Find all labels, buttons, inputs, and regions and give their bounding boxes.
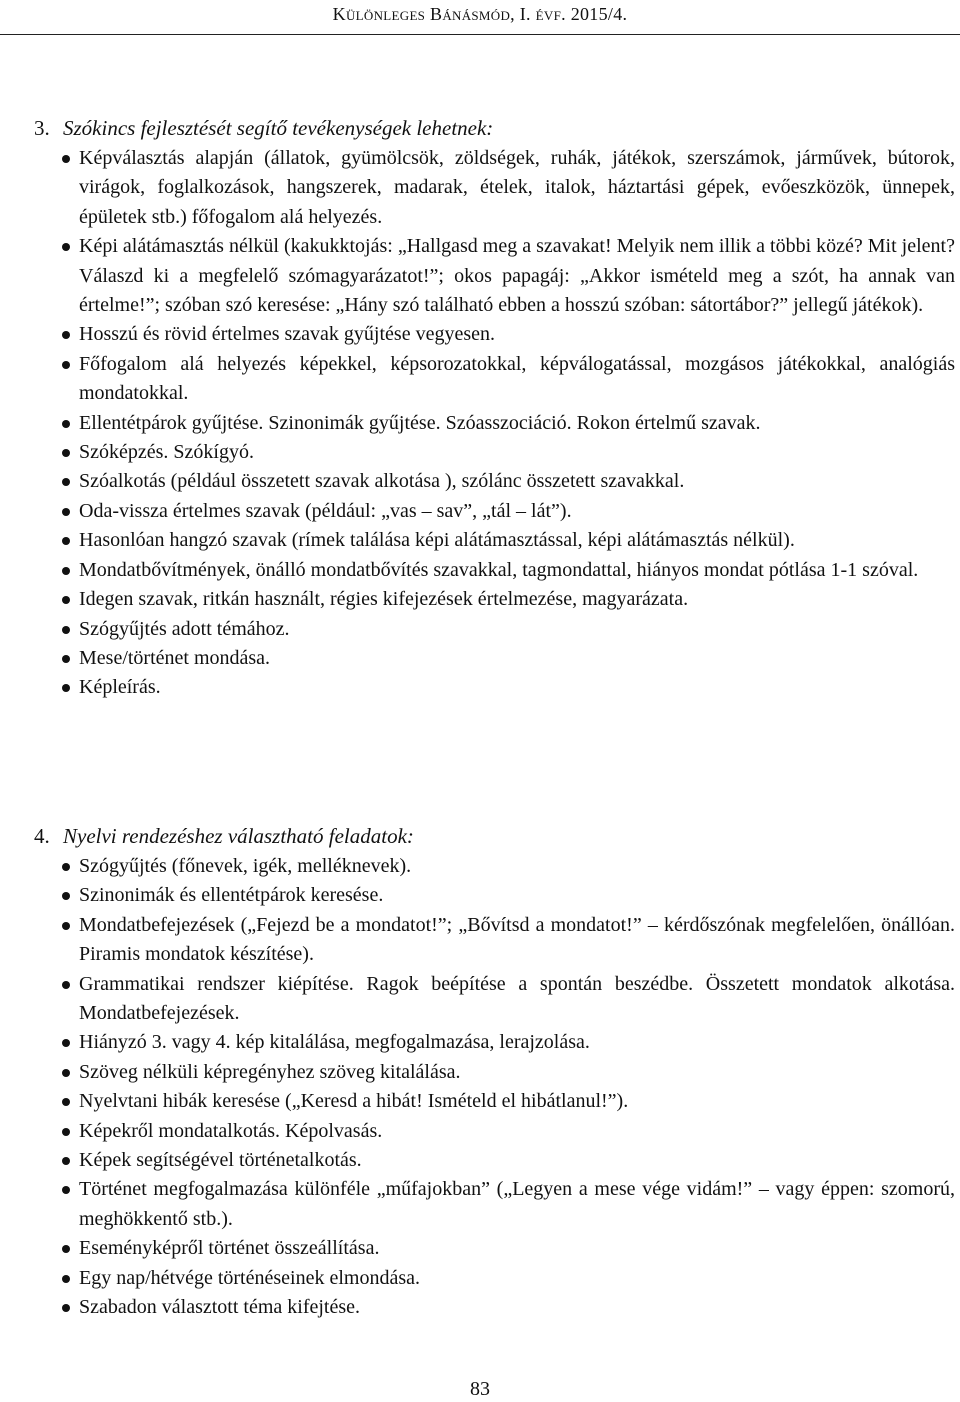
bullet-icon xyxy=(62,1069,70,1077)
list-item xyxy=(60,350,955,409)
bullet-icon xyxy=(62,508,70,516)
list-item xyxy=(60,526,955,555)
list-item xyxy=(60,409,955,438)
list-item-text: Képek segítségével történetalkotás. xyxy=(79,1149,362,1172)
list-item xyxy=(60,320,955,349)
list-item xyxy=(60,881,955,910)
list-item xyxy=(60,585,955,614)
bullet-icon xyxy=(62,449,70,457)
list-item xyxy=(60,1175,955,1234)
list-item xyxy=(60,615,955,644)
list-item xyxy=(60,1293,955,1322)
running-header: Különleges Bánásmód, I. évf. 2015/4. xyxy=(332,4,628,24)
list-item-text: Mese/történet mondása. xyxy=(79,646,271,669)
list-item-text: Egy nap/hétvége történéseinek elmondása. xyxy=(79,1266,420,1289)
list-item xyxy=(60,1117,955,1146)
list-item-text: Képválasztás alapján (állatok, gyümölcsök, zöldségek, ruhák, játékok, szerszámok, járművek, bútorok, virágok, foglalkozások, hangszerek, madarak, ételek, italok, háztartási gépek, evőeszközök, ünnepek, épületek stb.) főfogalom alá helyezés. xyxy=(79,147,955,228)
section-4-list xyxy=(60,852,955,1323)
list-item-text: Mondatbefejezések („Fejezd be a mondatot!”; „Bővítsd a mondatot!” – kérdőszónak megfelelően, önállóan. Piramis mondatok készítése). xyxy=(79,913,955,966)
list-item-text: Idegen szavak, ritkán használt, régies kifejezések értelmezése, magyarázata. xyxy=(79,588,689,611)
bullet-icon xyxy=(62,1245,70,1253)
list-item xyxy=(60,497,955,526)
bullet-icon xyxy=(62,1039,70,1047)
bullet-icon xyxy=(62,567,70,575)
bullet-icon xyxy=(62,922,70,930)
list-item-text: Hiányzó 3. vagy 4. kép kitalálása, megfogalmazása, lerajzolása. xyxy=(79,1031,590,1054)
list-item-text: Szógyűjtés (főnevek, igék, melléknevek). xyxy=(79,855,412,877)
list-item xyxy=(60,556,955,585)
list-item-text: Hosszú és rövid értelmes szavak gyűjtése vegyesen. xyxy=(79,323,495,346)
list-item xyxy=(60,911,955,970)
list-item xyxy=(60,144,955,232)
list-item-text: Ellentétpárok gyűjtése. Szinonimák gyűjtése. Szóasszociáció. Rokon értelmű szavak. xyxy=(79,411,761,434)
list-item xyxy=(60,970,955,1029)
section-3-list xyxy=(60,144,955,703)
list-item xyxy=(60,852,955,881)
bullet-icon xyxy=(62,863,70,871)
bullet-icon xyxy=(62,981,70,989)
bullet-icon xyxy=(62,1157,70,1165)
bullet-icon xyxy=(62,626,70,634)
bullet-icon xyxy=(62,684,70,692)
list-item xyxy=(60,467,955,496)
list-item-text: Nyelvtani hibák keresése („Keresd a hibát! Ismételd el hibátlanul!”). xyxy=(79,1090,629,1113)
list-item xyxy=(60,1264,955,1293)
list-item-text: Főfogalom alá helyezés képekkel, képsorozatokkal, képválogatással, mozgásos játékokkal, analógiás mondatokkal. xyxy=(79,352,955,405)
list-item xyxy=(60,1234,955,1263)
bullet-icon xyxy=(62,1186,70,1194)
bullet-icon xyxy=(62,655,70,663)
list-item-text: Szóalkotás (például összetett szavak alkotása ), szólánc összetett szavakkal. xyxy=(79,470,685,493)
list-item-text: Grammatikai rendszer kiépítése. Ragok beépítése a spontán beszédbe. Összetett mondatok alkotása. Mondatbefejezések. xyxy=(79,972,955,1025)
bullet-icon xyxy=(62,1304,70,1312)
header-divider xyxy=(0,34,960,35)
bullet-icon xyxy=(62,1098,70,1106)
list-item xyxy=(60,644,955,673)
bullet-icon xyxy=(62,1128,70,1136)
list-item-text: Eseményképről történet összeállítása. xyxy=(79,1237,380,1260)
list-item-text: Szóképzés. Szókígyó. xyxy=(79,441,254,464)
list-item-text: Képi alátámasztás nélkül (kakukktojás: „Hallgasd meg a szavakat! Melyik nem illik a többi közé? Mit jelent? Válaszd ki a megfelelő szómagyarázatot!”; okos papagáj: „Akkor ismételd meg a szót, ha annak van értelme!”; szóban szó keresése: „Hány szó található ebben a hosszú szóban: sátortábor?” jellegű játékok). xyxy=(79,235,955,317)
bullet-icon xyxy=(62,155,70,163)
bullet-icon xyxy=(62,596,70,604)
bullet-icon xyxy=(62,892,70,900)
bullet-icon xyxy=(62,420,70,428)
list-item-text: Szógyűjtés adott témához. xyxy=(79,617,290,640)
list-item-text: Hasonlóan hangzó szavak (rímek találása képi alátámasztással, képi alátámasztás nélkül). xyxy=(79,529,795,552)
list-item xyxy=(60,1058,955,1087)
list-item-text: Szinonimák és ellentétpárok keresése. xyxy=(79,884,384,907)
page-number: 83 xyxy=(470,1378,490,1400)
section-4-title: Nyelvi rendezéshez választható feladatok: xyxy=(63,824,414,848)
list-item xyxy=(60,1146,955,1175)
list-item-text: Oda-vissza értelmes szavak (például: „vas – sav”, „tál – lát”). xyxy=(79,499,572,522)
list-item xyxy=(60,232,955,320)
section-3-title: Szókincs fejlesztését segítő tevékenységek lehetnek: xyxy=(63,116,494,140)
section-4-heading xyxy=(34,822,414,851)
section-3-heading xyxy=(34,114,493,143)
list-item xyxy=(60,1087,955,1116)
bullet-icon xyxy=(62,331,70,339)
section-4-number: 4. xyxy=(34,824,50,848)
bullet-icon xyxy=(62,243,70,251)
bullet-icon xyxy=(62,478,70,486)
list-item xyxy=(60,673,955,702)
section-3-number: 3. xyxy=(34,116,50,140)
list-item-text: Szöveg nélküli képregényhez szöveg kitalálása. xyxy=(79,1060,461,1083)
list-item-text: Képekről mondatalkotás. Képolvasás. xyxy=(79,1119,383,1142)
list-item xyxy=(60,1028,955,1057)
list-item-text: Képleírás. xyxy=(79,676,161,699)
bullet-icon xyxy=(62,537,70,545)
list-item-text: Szabadon választott téma kifejtése. xyxy=(79,1296,361,1319)
list-item-text: Történet megfogalmazása különféle „műfajokban” („Legyen a mese vége vidám!” – vagy éppen: szomorú, meghökkentő stb.). xyxy=(79,1178,955,1230)
list-item xyxy=(60,438,955,467)
bullet-icon xyxy=(62,361,70,369)
list-item-text: Mondatbővítmények, önálló mondatbővítés szavakkal, tagmondattal, hiányos mondat pótlása 1-1 szóval. xyxy=(79,558,919,581)
bullet-icon xyxy=(62,1275,70,1283)
